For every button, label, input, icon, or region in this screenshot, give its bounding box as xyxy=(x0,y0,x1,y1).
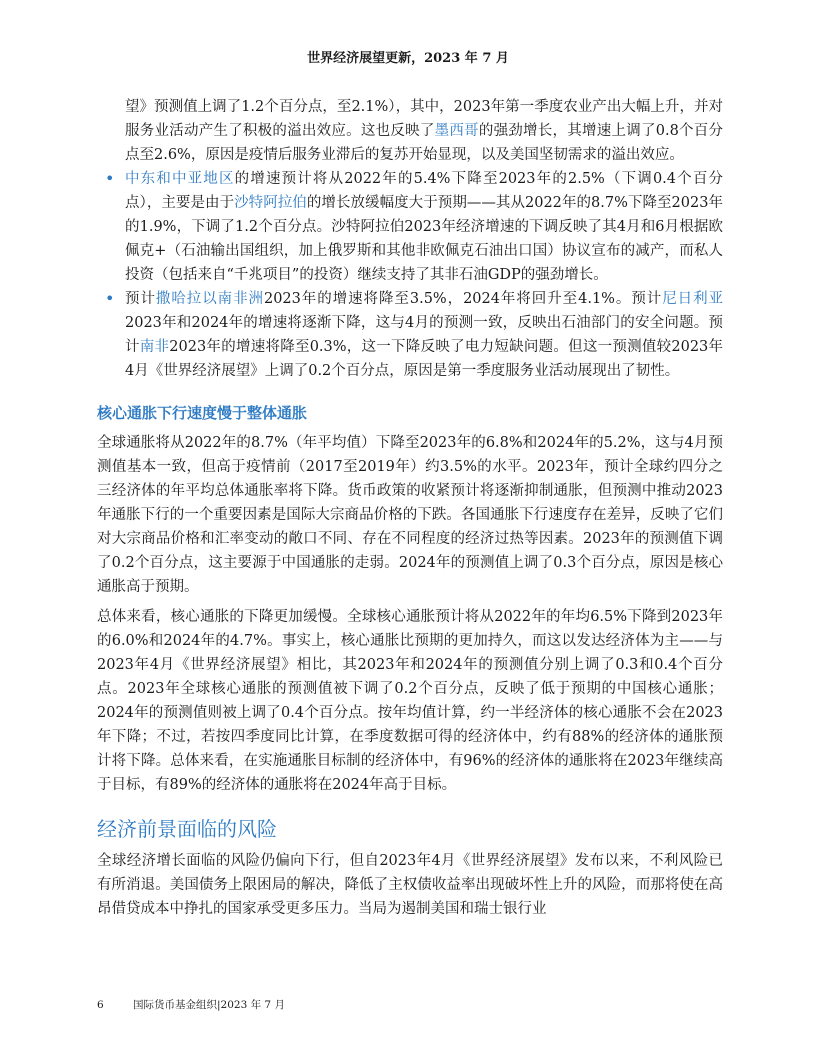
highlight-mexico: 墨西哥 xyxy=(434,123,479,139)
bullet-text: 的增速预计将从2022年的5.4%下降至2023年的2.5%（下调0.4个百分点），主要是由于 xyxy=(125,171,723,211)
bullet-item xyxy=(97,167,723,287)
bullet-text: 的增长放缓幅度大于预期——其从2022年的8.7%下降至2023年的1.9%，下调了1.2个百分点。沙特阿拉伯2023年经济增速的下调反映了其4月和6月根据欧佩克+（石油输出国组织，加上俄罗斯和其他非欧佩克石油出口国）协议宣布的减产，而私人投资（包括来自“千兆项目”的投资）继续支持了其非石油GDP的强劲增长。 xyxy=(125,195,724,283)
bullet-text: 预计 xyxy=(125,291,156,307)
highlight-middle-east: 中东和中亚地区 xyxy=(125,171,235,187)
page-number: 6 xyxy=(97,999,104,1011)
page-header: 世界经济展望更新，2023 年 7 月 xyxy=(307,51,509,66)
body-paragraph: 全球经济增长面临的风险仍偏向下行，但自2023年4月《世界经济展望》发布以来，不利风险已有所消退。美国债务上限困局的解决，降低了主权债收益率出现破坏性上升的风险，而那将使在高昂借贷成本中挣扎的国家承受更多压力。当局为遏制美国和瑞士银行业 xyxy=(97,853,723,917)
section-heading-core-inflation: 核心通胀下行速度慢于整体通胀 xyxy=(97,404,308,422)
intro-text-1: 望》预测值上调了1.2个百分点，至2.1%），其中，2023年第一季度农业产出大幅上升，并对服务业活动产生了积极的溢出效应。这也反映了 xyxy=(125,99,723,139)
intro-paragraph xyxy=(97,95,723,167)
highlight-saudi: 沙特阿拉伯 xyxy=(234,195,307,211)
bullet-text: 2023年的增速将降至0.3%，这一下降反映了电力短缺问题。但这一预测值较2023年4月《世界经济展望》上调了0.2个百分点，原因是第一季度服务业活动展现出了韧性。 xyxy=(125,339,724,379)
footer-text: 国际货币基金组织|2023 年 7 月 xyxy=(133,999,285,1011)
highlight-ssa: 撒哈拉以南非洲 xyxy=(155,291,264,307)
bullet-text: 2023年的增速将降至3.5%，2024年将回升至4.1%。预计 xyxy=(263,291,663,307)
page-footer xyxy=(97,997,285,1012)
intro-text-2: 的强劲增长，其增速上调了0.8个百分点至2.6%，原因是疫情后服务业滞后的复苏开始显现，以及美国坚韧需求的溢出效应。 xyxy=(125,123,724,163)
highlight-south-africa: 南非 xyxy=(139,339,170,355)
section-heading-risks: 经济前景面临的风险 xyxy=(97,817,277,841)
bullet-item xyxy=(97,287,723,383)
body-paragraph: 全球通胀将从2022年的8.7%（年平均值）下降至2023年的6.8%和2024年的5.2%，这与4月预测值基本一致，但高于疫情前（2017至2019年）约3.5%的水平。2023年，预计全球约四分之三经济体的年平均总体通胀率将下降。货币政策的收紧预计将逐渐抑制通胀，但预测中推动2023年通胀下行的一个重要因素是国际大宗商品价格的下跌。各国通胀下行速度存在差异，反映了它们对大宗商品价格和汇率变动的敞口不同、存在不同程度的经济过热等因素。2023年的预测值下调了0.2个百分点，这主要源于中国通胀的走弱。2024年的预测值上调了0.3个百分点，原因是核心通胀高于预期。 xyxy=(97,435,723,595)
body-paragraph: 总体来看，核心通胀的下降更加缓慢。全球核心通胀预计将从2022年的年均6.5%下降到2023年的6.0%和2024年的4.7%。事实上，核心通胀比预期的更加持久，而这以发达经济体为主——与2023年4月《世界经济展望》相比，其2023年和2024年的预测值分别上调了0.3和0.4个百分点。2023年全球核心通胀的预测值被下调了0.2个百分点，反映了低于预期的中国核心通胀；2024年的预测值则被上调了0.4个百分点。按年均值计算，约一半经济体的核心通胀不会在2023年下降；不过，若按四季度同比计算，在季度数据可得的经济体中，约有88%的经济体的通胀预计将下降。总体来看，在实施通胀目标制的经济体中，有96%的经济体的通胀将在2023年继续高于目标，有89%的经济体的通胀将在2024年高于目标。 xyxy=(97,609,723,793)
bullet-text: 2023年和2024年的增速将逐渐下降，这与4月的预测一致，反映出石油部门的安全问题。预计 xyxy=(125,315,723,355)
highlight-nigeria: 尼日利亚 xyxy=(662,291,724,307)
bullet-icon: • xyxy=(105,169,115,188)
page-body xyxy=(97,95,723,921)
bullet-icon: • xyxy=(105,289,115,308)
